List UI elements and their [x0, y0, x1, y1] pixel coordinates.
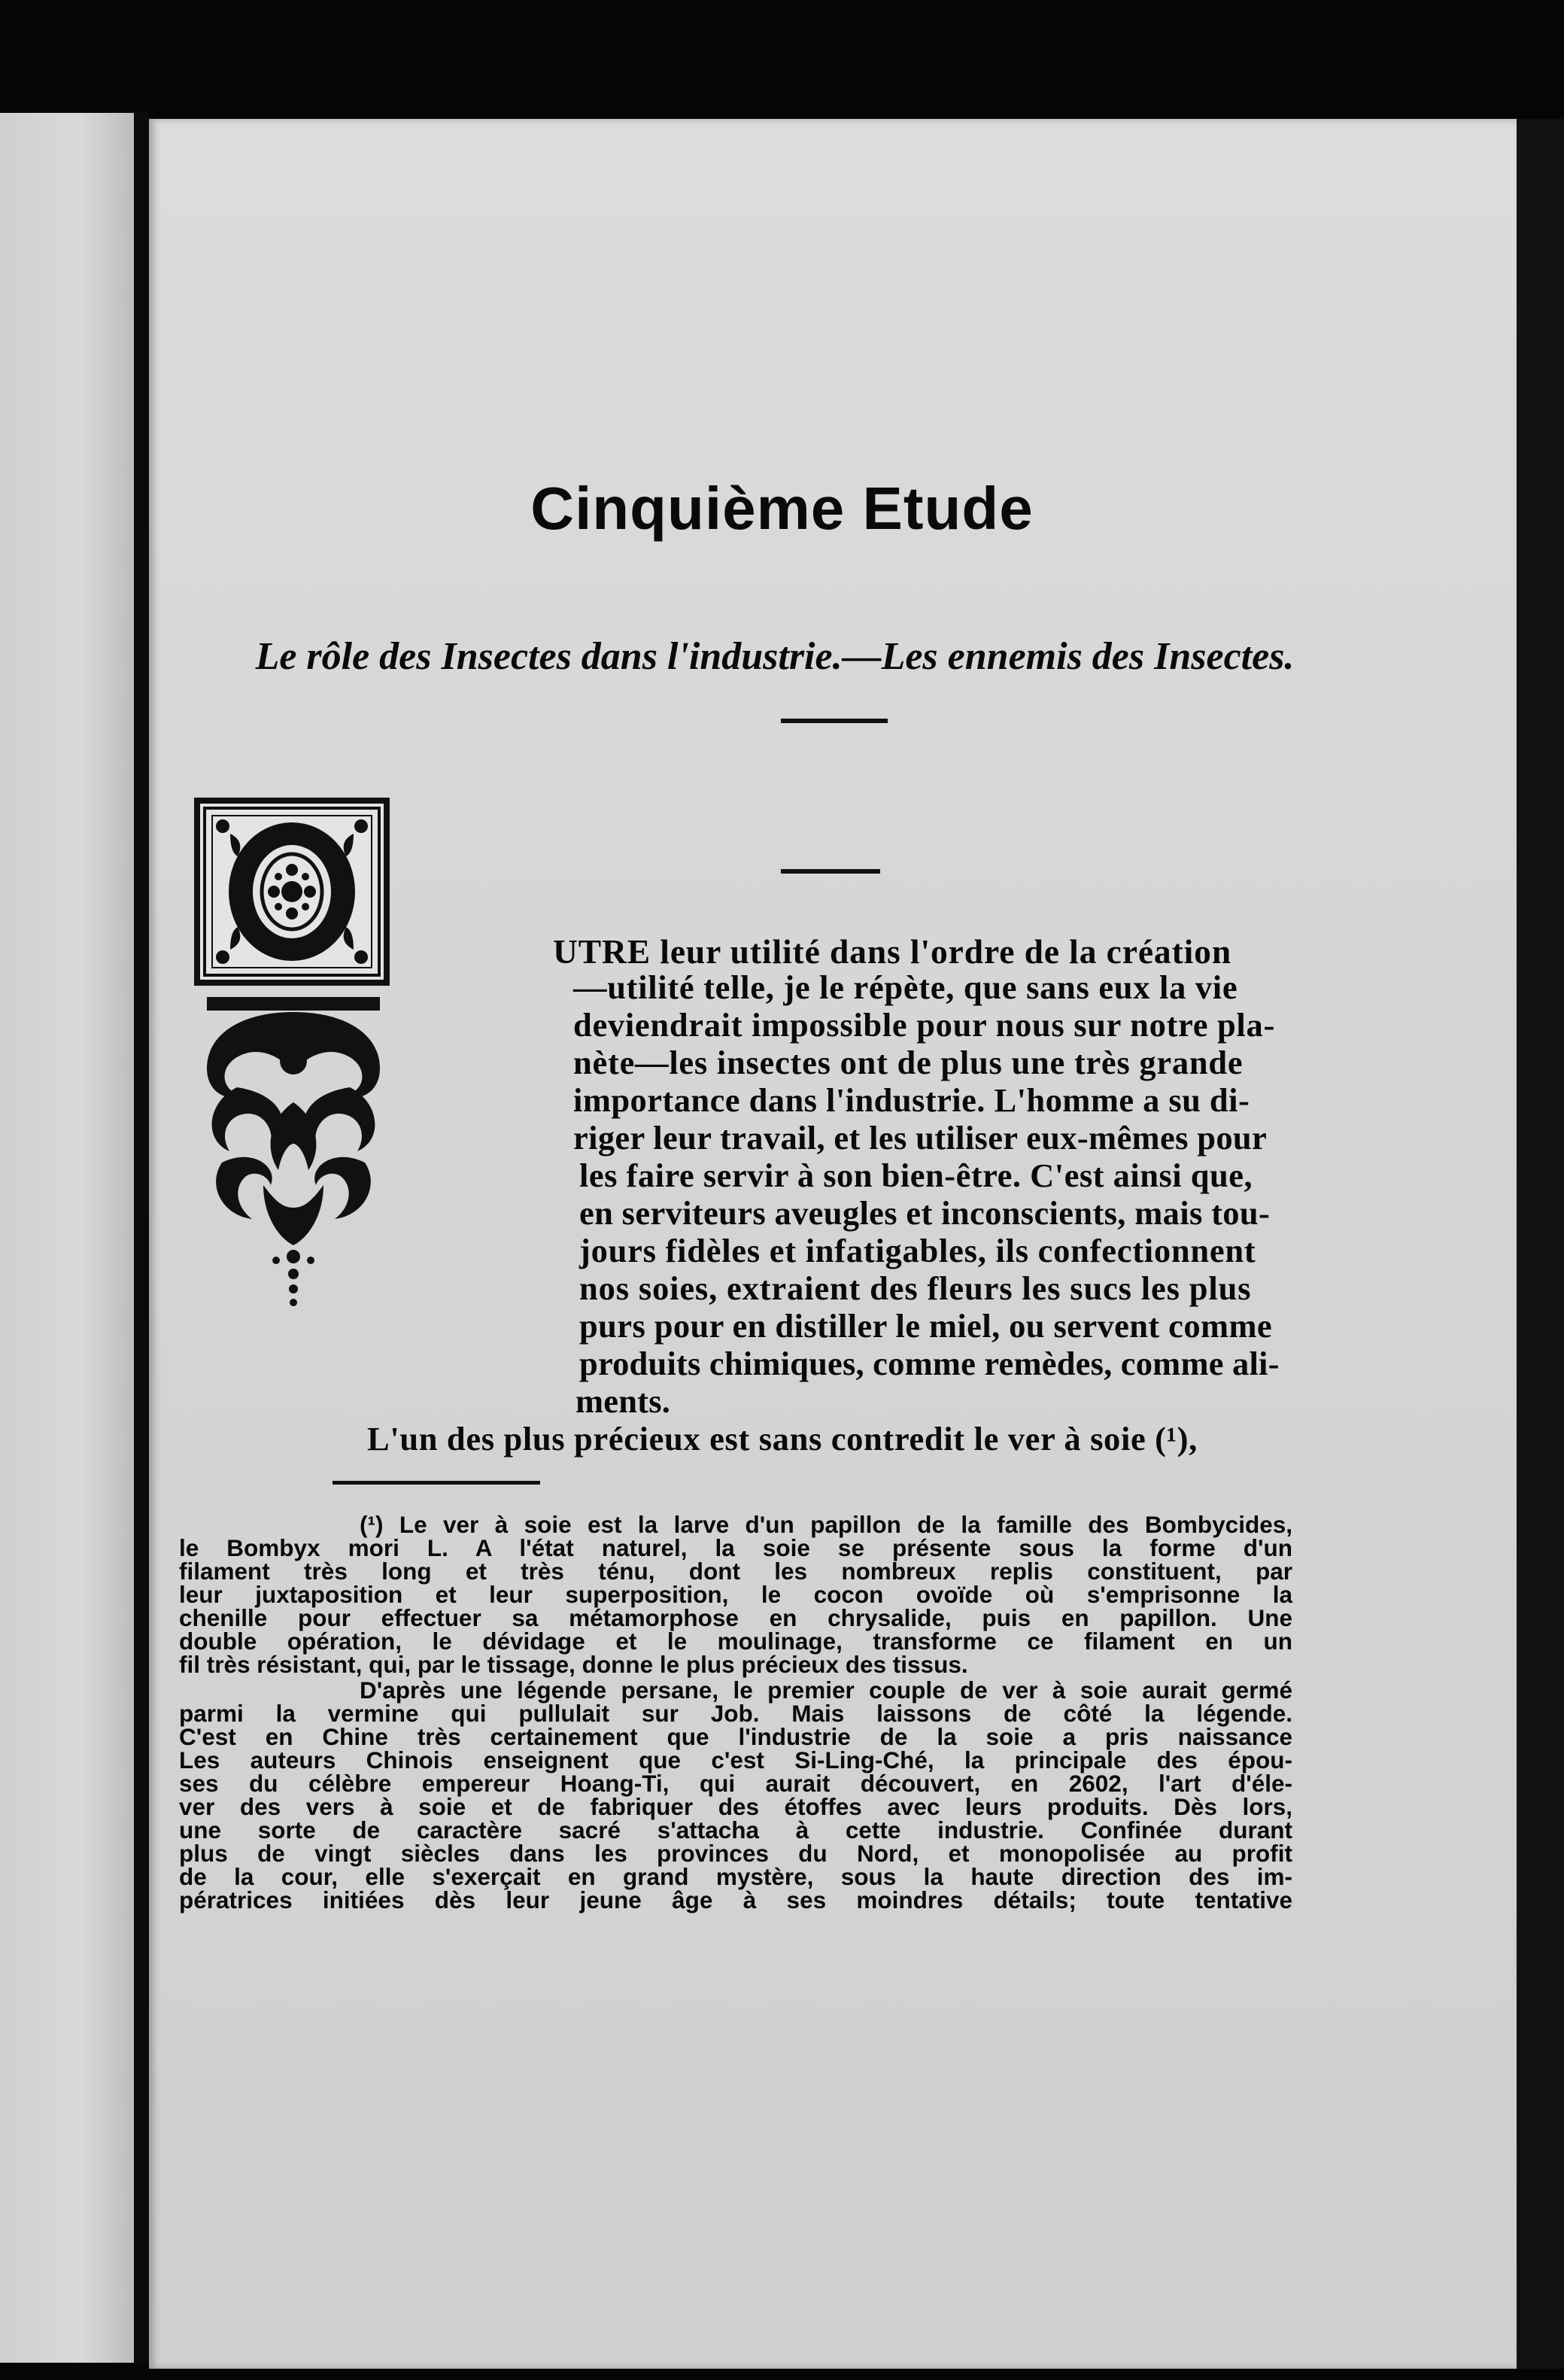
footnote-line: leur juxtaposition et leur superposition, le cocon ovoïde où s'emprisonne la: [179, 1581, 1292, 1608]
footnote-rule: [333, 1481, 540, 1485]
body-line-last: L'un des plus précieux est sans contredit le ver à soie (¹),: [367, 1420, 1198, 1457]
body-line: jours fidèles et infatigables, ils confectionnent: [579, 1232, 1256, 1269]
footnote-line: filament très long et très ténu, dont les nombreux replis constituent, par: [179, 1558, 1292, 1585]
page-title: Cinquième Etude: [530, 475, 1034, 542]
footnote-line: pératrices initiées dès leur jeune âge à ses moindres détails; toute tentative: [179, 1886, 1292, 1913]
body-line: nos soies, extraient des fleurs les sucs les plus: [579, 1269, 1252, 1307]
footnote-line: une sorte de caractère sacré s'attacha à cette industrie. Confinée durant: [179, 1816, 1292, 1844]
drop-cap-ornament: [200, 804, 384, 980]
footnote-line: (¹) Le ver à soie est la larve d'un papillon de la famille des Bombycides,: [360, 1511, 1292, 1538]
footnote-line: ver des vers à soie et de fabriquer des étoffes avec leurs produits. Dès lors,: [179, 1793, 1292, 1820]
body-line: les faire servir à son bien-être. C'est ainsi que,: [579, 1157, 1253, 1194]
body-line: UTRE leur utilité dans l'ordre de la création: [553, 932, 1232, 971]
scan-border: [1517, 119, 1564, 2369]
footnote-line: D'après une légende persane, le premier couple de ver à soie aurait germé: [360, 1676, 1292, 1704]
footnote-line: double opération, le dévidage et le moulinage, transforme ce filament en un: [179, 1628, 1292, 1655]
body-line: produits chimiques, comme remèdes, comme ali-: [579, 1345, 1280, 1382]
footnote-line: parmi la vermine qui pullulait sur Job. Mais laissons de côté la légende.: [179, 1700, 1292, 1727]
footnote-line: fil très résistant, qui, par le tissage, donne le plus précieux des tissus.: [179, 1651, 968, 1678]
footnote-line: ses du célèbre empereur Hoang-Ti, qui aurait découvert, en 2602, l'art d'éle-: [179, 1770, 1292, 1797]
body-line: deviendrait impossible pour nous sur notre pla-: [573, 1006, 1275, 1044]
book-spine: [134, 113, 149, 2363]
body-line: purs pour en distiller le miel, ou servent comme: [579, 1307, 1273, 1345]
body-line: riger leur travail, et les utiliser eux-mêmes pour: [573, 1119, 1268, 1157]
body-line: —utilité telle, je le répète, que sans eux la vie: [573, 968, 1238, 1006]
footnote-line: chenille pour effectuer sa métamorphose en chrysalide, puis en papillon. Une: [179, 1604, 1292, 1631]
body-line: ments.: [575, 1382, 671, 1420]
floral-ornament: [192, 989, 395, 1313]
left-page-edge: [0, 113, 134, 2363]
drop-cap-frame: [194, 798, 390, 986]
body-line: importance dans l'industrie. L'homme a su di-: [573, 1081, 1250, 1119]
title-rule-top: [781, 719, 888, 723]
footnote-line: de la cour, elle s'exerçait en grand mystère, sous la haute direction des im-: [179, 1863, 1292, 1890]
chapter-subtitle: Le rôle des Insectes dans l'industrie.—Les ennemis des Insectes.: [255, 635, 1295, 678]
body-line: en serviteurs aveugles et inconscients, mais tou-: [579, 1194, 1271, 1232]
body-line: nète—les insectes ont de plus une très grande: [573, 1044, 1244, 1081]
footnote-line: C'est en Chine très certainement que l'industrie de la soie a pris naissance: [179, 1723, 1292, 1750]
footnote-line: le Bombyx mori L. A l'état naturel, la soie se présente sous la forme d'un: [179, 1534, 1292, 1561]
footnote-line: plus de vingt siècles dans les provinces du Nord, et monopolisée au profit: [179, 1840, 1292, 1867]
footnote-line: Les auteurs Chinois enseignent que c'est Si-Ling-Ché, la principale des épou-: [179, 1746, 1292, 1774]
title-rule-bottom: [781, 869, 880, 874]
